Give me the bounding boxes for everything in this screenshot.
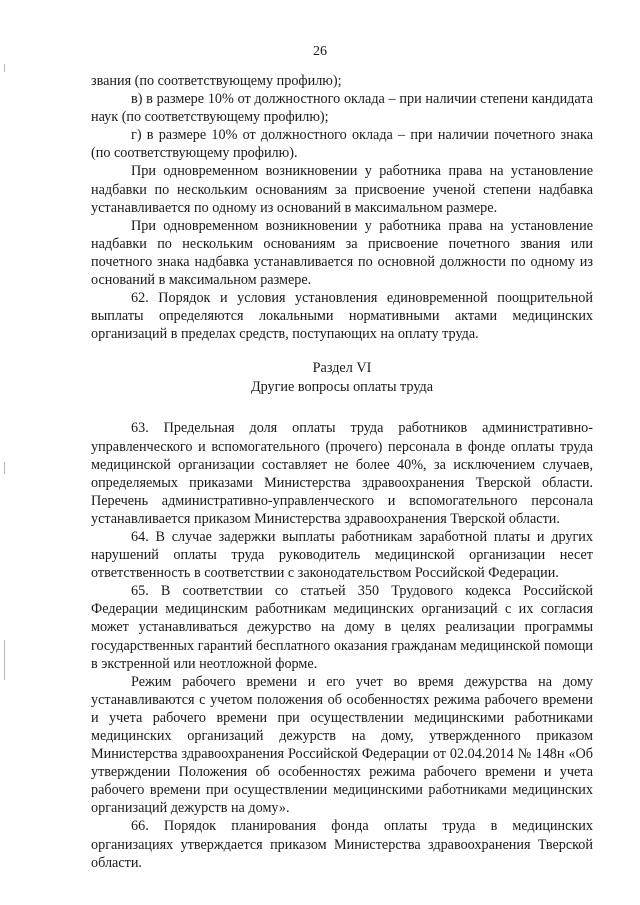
page-number: 26 — [313, 44, 327, 59]
paragraph: 64. В случае задержки выплаты работникам заработной платы и других нарушений оплаты труда руководитель медицинской организации несет ответственность в соответствии с законодательством Российской Федерации. — [91, 528, 593, 582]
scan-margin-mark — [4, 64, 5, 72]
scan-margin-mark — [4, 462, 5, 474]
paragraph: 62. Порядок и условия установления единовременной поощрительной выплаты определяются локальными нормативными актами медицинских организаций в пределах средств, поступающих на оплату труда. — [91, 290, 593, 343]
paragraph: 66. Порядок планирования фонда оплаты труда в медицинских организациях утверждается приказом Министерства здравоохранения Тверской области. — [91, 818, 593, 871]
paragraph: в) в размере 10% от должностного оклада – при наличии степени кандидата наук (по соответствующему профилю); — [91, 91, 593, 126]
section-number: Раздел VI — [312, 360, 372, 377]
paragraph: Режим рабочего времени и его учет во время дежурства на дому устанавливаются с учетом положения об особенностях режима рабочего времени и учета рабочего времени при осуществлении медицинскими работниками медицинских организаций дежурств на дому, утвержденного приказом Министерства здравоохранения Российской Федерации от 02.04.2014 № 148н «Об утверждении Положения об особенностях режима рабочего времени и учета рабочего времени при осуществлении медицинскими работниками медицинских организаций дежурств на дому». — [91, 673, 593, 817]
scan-margin-mark — [4, 640, 5, 680]
paragraph: 65. В соответствии со статьей 350 Трудового кодекса Российской Федерации медицинским работникам медицинских организаций с их согласия может устанавливаться дежурство на дому в целях реализации программы государственных гарантий бесплатного оказания гражданам медицинской помощи в экстренной или неотложной форме. — [91, 583, 593, 672]
paragraph: звания (по соответствующему профилю); — [91, 73, 342, 89]
section-heading — [91, 359, 593, 397]
paragraph: 63. Предельная доля оплаты труда работников административно-управленческого и вспомогательного (прочего) персонала в фонде оплаты труда медицинской организации составляет не более 40%, за исключением случаев, определяемых приказами Министерства здравоохранения Тверской области. Перечень административно-управленческого и вспомогательного персонала устанавливается приказом Министерства здравоохранения Тверской области. — [91, 420, 593, 527]
document-body — [91, 72, 593, 872]
paragraph: При одновременном возникновении у работника права на установление надбавки по нескольким основаниям за присвоение почетного звания или почетного знака надбавка устанавливается по основной должности по одному из оснований в максимальном размере. — [91, 217, 593, 289]
paragraph: При одновременном возникновении у работника права на установление надбавки по нескольким основаниям за присвоение ученой степени надбавка устанавливается по одному из оснований в максимальном размере. — [91, 163, 593, 216]
paragraph: г) в размере 10% от должностного оклада – при наличии почетного знака (по соответствующему профилю). — [91, 127, 593, 162]
section-title: Другие вопросы оплаты труда — [250, 379, 434, 396]
